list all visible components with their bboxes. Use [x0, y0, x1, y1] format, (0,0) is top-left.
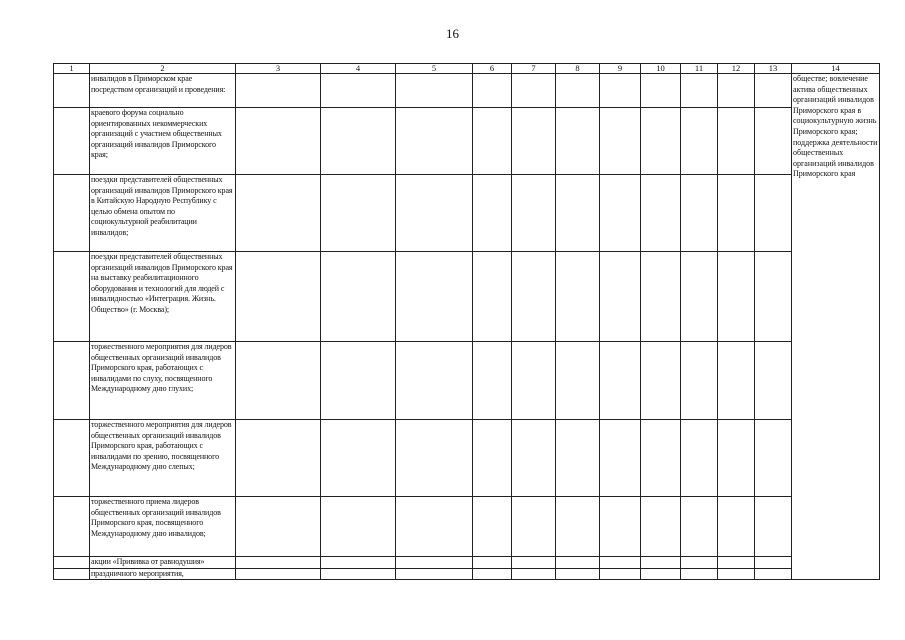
- activity-cell: поездки представителей общественных организаций инвалидов Приморского края в Китайскую Народную Республику с целью обмена опытом по социокультурной реабилитации инвалидов;: [90, 175, 236, 252]
- header-cell-8: 8: [556, 64, 600, 74]
- activity-cell: краевого форума социально ориентированных некоммерческих организаций с участием общественных организаций инвалидов Приморского края;: [90, 108, 236, 175]
- table-row: [54, 568, 880, 580]
- table-row: [54, 108, 880, 175]
- table-row: [54, 74, 880, 108]
- header-cell-11: 11: [681, 64, 718, 74]
- page-number: 16: [446, 26, 459, 41]
- activity-cell: торжественного мероприятия для лидеров общественных организаций инвалидов Приморского края, работающих с инвалидами по зрению, посвященного Международному дню слепых;: [90, 420, 236, 497]
- activity-cell: акции «Прививка от равнодушия»: [90, 557, 236, 569]
- activity-cell: поездки представителей общественных организаций инвалидов Приморского края на выставку реабилитационного оборудования и технологий для людей с инвалидностью «Интеграция. Жизнь. Общество» (г. Москва);: [90, 252, 236, 342]
- program-table: [53, 63, 880, 580]
- activity-cell: торжественного мероприятия для лидеров общественных организаций инвалидов Приморского края, работающих с инвалидами по слуху, посвященного Международному дню глухих;: [90, 342, 236, 420]
- header-cell-6: 6: [473, 64, 512, 74]
- header-cell-2: 2: [90, 64, 236, 74]
- header-cell-7: 7: [512, 64, 556, 74]
- header-cell-12: 12: [718, 64, 755, 74]
- table-row: [54, 252, 880, 342]
- header-row: [54, 64, 880, 74]
- header-cell-1: 1: [54, 64, 90, 74]
- table-row: [54, 342, 880, 420]
- header-cell-14: 14: [792, 64, 880, 74]
- header-cell-4: 4: [321, 64, 396, 74]
- expected-result-cell: обществе; вовлечение актива общественных организаций инвалидов Приморского края в социокультурную жизнь Приморского края; поддержка деятельности общественных организаций инвалидов Приморского края: [792, 74, 880, 580]
- header-cell-13: 13: [755, 64, 792, 74]
- table-row: [54, 175, 880, 252]
- header-cell-3: 3: [236, 64, 321, 74]
- table-row: [54, 420, 880, 497]
- header-cell-9: 9: [600, 64, 641, 74]
- activity-cell: торжественного приема лидеров общественных организаций инвалидов Приморского края, посвященного Международному дню инвалидов;: [90, 497, 236, 557]
- activity-cell: праздничного мероприятия,: [90, 568, 236, 580]
- table-row: [54, 557, 880, 569]
- header-cell-10: 10: [641, 64, 681, 74]
- table-row: [54, 497, 880, 557]
- header-cell-5: 5: [396, 64, 473, 74]
- activity-cell: инвалидов в Приморском крае посредством организаций и проведения:: [90, 74, 236, 108]
